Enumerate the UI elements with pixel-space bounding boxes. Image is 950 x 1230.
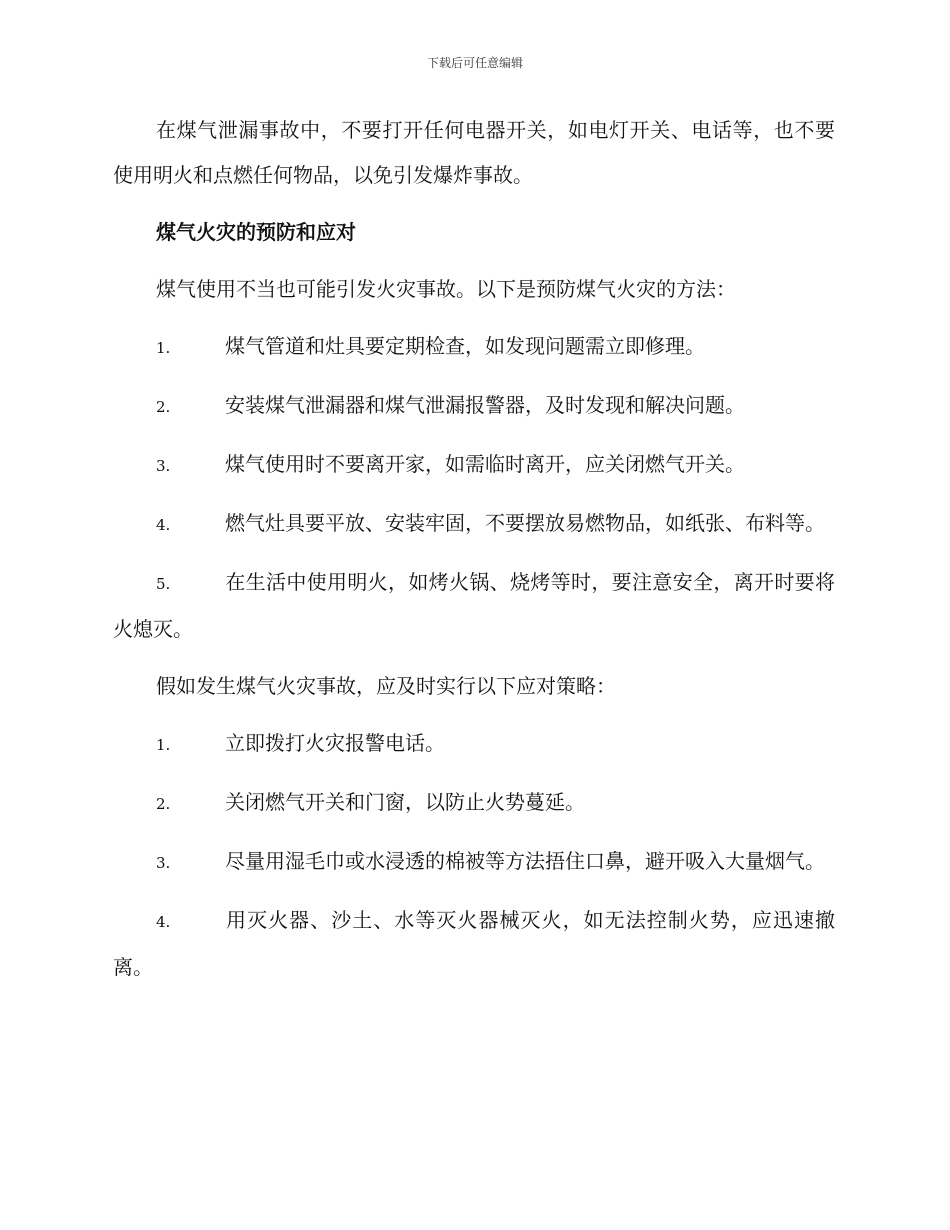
document-body	[113, 108, 835, 1002]
section-heading: 煤气火灾的预防和应对	[156, 220, 356, 244]
prevention-item	[113, 560, 835, 652]
list-item-text: 用灭火器、沙土、水等灭火器械灭火，如无法控制火势，应迅速撤离。	[113, 908, 835, 979]
list-number: 4.	[156, 913, 171, 931]
prevention-item	[113, 383, 835, 430]
prevention-item	[113, 324, 835, 371]
response-item	[113, 721, 835, 768]
response-item	[113, 839, 835, 886]
list-number: 1.	[156, 736, 171, 754]
prevention-item	[113, 442, 835, 489]
list-item-text: 在生活中使用明火，如烤火锅、烧烤等时，要注意安全，离开时要将火熄灭。	[113, 570, 835, 641]
response-item	[113, 898, 835, 990]
list-item-text: 立即拨打火灾报警电话。	[225, 731, 445, 755]
response-intro: 假如发生煤气火灾事故，应及时实行以下应对策略：	[156, 674, 616, 698]
page-header: 下载后可任意编辑	[426, 56, 523, 70]
list-item-text: 安装煤气泄漏器和煤气泄漏报警器，及时发现和解决问题。	[225, 393, 745, 417]
list-item-text: 关闭燃气开关和门窗，以防止火势蔓延。	[225, 790, 585, 814]
list-item-text: 煤气使用时不要离开家，如需临时离开，应关闭燃气开关。	[225, 452, 745, 476]
intro-paragraph: 在煤气泄漏事故中，不要打开任何电器开关，如电灯开关、电话等，也不要使用明火和点燃任何物品，以免引发爆炸事故。	[113, 118, 835, 187]
list-item-text: 煤气管道和灶具要定期检查，如发现问题需立即修理。	[225, 334, 705, 358]
prevention-item	[113, 501, 835, 548]
list-number: 2.	[156, 795, 171, 813]
list-number: 4.	[156, 516, 171, 534]
list-item-text: 燃气灶具要平放、安装牢固，不要摆放易燃物品，如纸张、布料等。	[225, 511, 825, 535]
list-number: 3.	[156, 854, 171, 872]
list-number: 1.	[156, 339, 171, 357]
prevention-intro: 煤气使用不当也可能引发火灾事故。以下是预防煤气火灾的方法：	[156, 277, 736, 301]
list-number: 3.	[156, 457, 171, 475]
list-number: 2.	[156, 398, 171, 416]
response-item	[113, 780, 835, 827]
list-number: 5.	[156, 575, 171, 593]
list-item-text: 尽量用湿毛巾或水浸透的棉被等方法捂住口鼻，避开吸入大量烟气。	[225, 849, 825, 873]
